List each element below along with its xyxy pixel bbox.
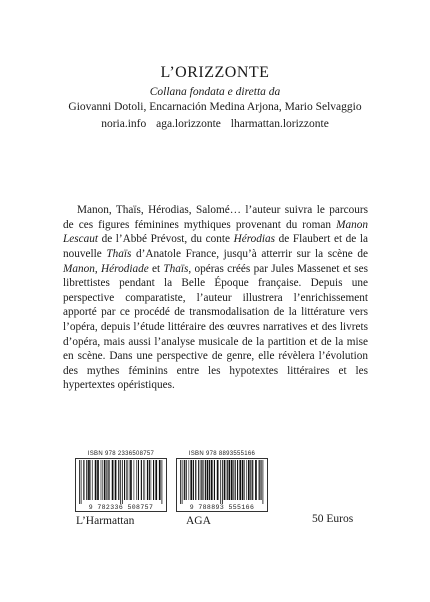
barcode-digits: 9 782336 508757 — [88, 504, 154, 511]
barcode-icon — [78, 460, 164, 504]
blurb-text: et — [148, 262, 164, 275]
price: 50 Euros — [312, 513, 354, 525]
blurb-title-italic: Manon Lescaut — [63, 218, 368, 246]
blurb-text: de l’Abbé Prévost, du conte — [98, 233, 234, 246]
series-subtitle: Collana fondata e diretta da — [149, 86, 281, 98]
blurb-text: de Flaubert et de la nouvelle — [63, 233, 368, 261]
series-title: L’ORIZZONTE — [160, 64, 270, 81]
barcode-icon — [179, 460, 265, 504]
isbn-label: ISBN 978 2336508757 — [87, 451, 155, 457]
link-aga[interactable]: aga.lorizzonte — [156, 118, 221, 130]
publisher-name: L’Harmattan — [76, 515, 135, 527]
blurb-text: Manon, Thaïs, Hérodias, Salomé… l’auteur suivra le parcours de ces figures féminines mythiques provenant du roman — [63, 204, 368, 231]
series-links — [0, 118, 430, 130]
blurb-title-italic: Hérodias — [233, 233, 276, 246]
isbn-label: ISBN 978 8893555166 — [188, 451, 256, 457]
barcode-digits: 9 788893 555166 — [189, 504, 255, 511]
link-lharmattan[interactable]: lharmattan.lorizzonte — [230, 118, 329, 130]
link-noria[interactable]: noria.info — [101, 118, 147, 130]
barcode-lharmattan — [75, 450, 167, 527]
barcode-box — [176, 458, 268, 512]
blurb-title-italic: Thaïs — [163, 262, 189, 275]
blurb-title-italic: Hérodiade — [100, 262, 149, 275]
blurb-text: d’Anatole France, jusqu’à atterrir sur la scène de — [131, 248, 368, 261]
blurb-text: , opéras créés par Jules Massenet et ses librettistes pendant la Belle Époque française. Depuis une perspective comparatiste, l’auteur illustrera l’enrichissement apporté par ce procédé de transmodalisation de la littérature vers l’opéra, depuis l’étude littéraire des œuvres narratives et des livrets d’opéra, mais aussi l’analyse musicale de la partition et de la mise en scène. Dans une perspective de genre, elle révèlera l’évolution des mythes féminins entre les hypotextes littéraires et les hypertextes opéristiques. — [63, 262, 368, 392]
publisher-name: AGA — [186, 515, 211, 527]
barcode-box — [75, 458, 167, 512]
barcode-aga — [176, 450, 268, 527]
blurb-title-italic: Manon — [63, 262, 95, 275]
blurb-text: , — [94, 262, 101, 275]
blurb-title-italic: Thaïs — [106, 248, 132, 261]
series-directors: Giovanni Dotoli, Encarnación Medina Arjona, Mario Selvaggio — [68, 101, 362, 113]
back-cover-blurb — [63, 203, 368, 393]
